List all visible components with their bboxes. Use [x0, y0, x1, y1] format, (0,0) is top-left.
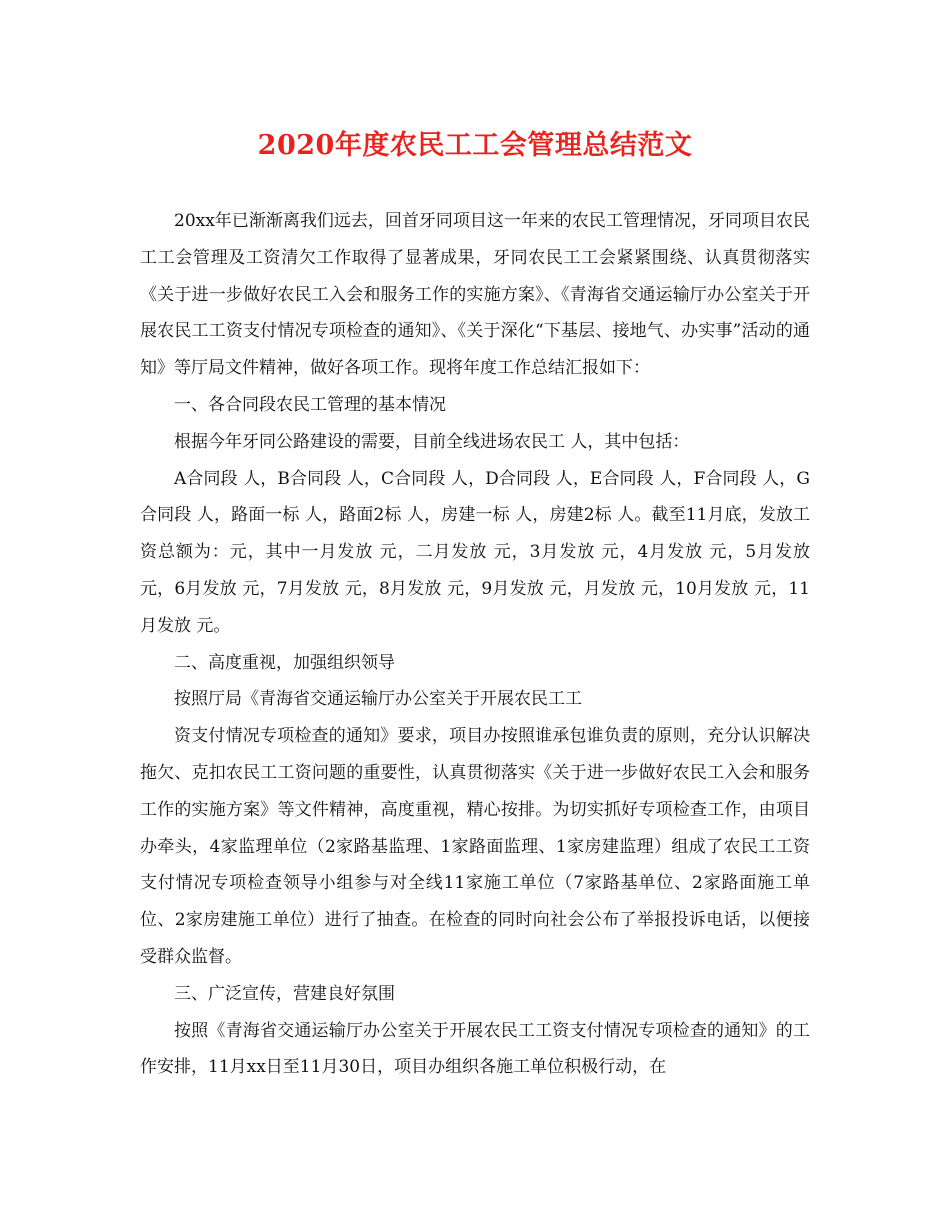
paragraph-publicity: 按照《青海省交通运输厅办公室关于开展农民工工资支付情况专项检查的通知》的工作安排，11月xx日至11月30日，项目办组织各施工单位积极行动，在	[140, 1020, 810, 1078]
document-title: 2020年度农民工工会管理总结范文	[257, 130, 693, 161]
paragraph-intro: 20xx年已渐渐离我们远去，回首牙同项目这一年来的农民工管理情况，牙同项目农民工工会管理及工资清欠工作取得了显著成果，牙同农民工工会紧紧围绕、认真贯彻落实《关于进一步做好农民工入会和服务工作的实施方案》、《青海省交通运输厅办公室关于开展农民工工资支付情况专项检查的通知》、《关于深化“下基层、接地气、办实事”活动的通知》等厅局文件精神，做好各项工作。现将年度工作总结汇报如下：	[140, 211, 810, 379]
paragraph-contract-sections: A合同段 人，B合同段 人，C合同段 人，D合同段 人，E合同段 人，F合同段 人，G合同段 人，路面一标 人，路面2标 人，房建一标 人，房建2标 人。截至11月底，发放工资总额为：元，其中一月发放 元，二月发放 元，3月发放 元，4月发放 元，5月发放 元，6月发放 元，7月发放 元，8月发放 元，9月发放 元，月发放 元，10月发放 元，11月发放 元。	[140, 468, 810, 636]
section-heading-3: 三、广泛宣传，营建良好氛围	[174, 983, 395, 1004]
section-heading-2: 二、高度重视，加强组织领导	[174, 652, 395, 673]
paragraph-directive: 按照厅局《青海省交通运输厅办公室关于开展农民工工	[174, 689, 582, 710]
section-heading-1: 一、各合同段农民工管理的基本情况	[174, 394, 446, 415]
paragraph-worker-count: 根据今年牙同公路建设的需要，目前全线进场农民工 人，其中包括：	[174, 431, 690, 452]
document-body	[140, 203, 810, 1086]
paragraph-inspection: 资支付情况专项检查的通知》要求，项目办按照谁承包谁负责的原则，充分认识解决拖欠、克扣农民工工资问题的重要性，认真贯彻落实《关于进一步做好农民工入会和服务工作的实施方案》等文件精神，高度重视，精心按排。为切实抓好专项检查工作，由项目办牵头，4家监理单位（2家路基监理、1家路面监理、1家房建监理）组成了农民工工资支付情况专项检查领导小组参与对全线11家施工单位（7家路基单位、2家路面施工单位、2家房建施工单位）进行了抽查。在检查的同时向社会公布了举报投诉电话，以便接受群众监督。	[140, 726, 810, 967]
